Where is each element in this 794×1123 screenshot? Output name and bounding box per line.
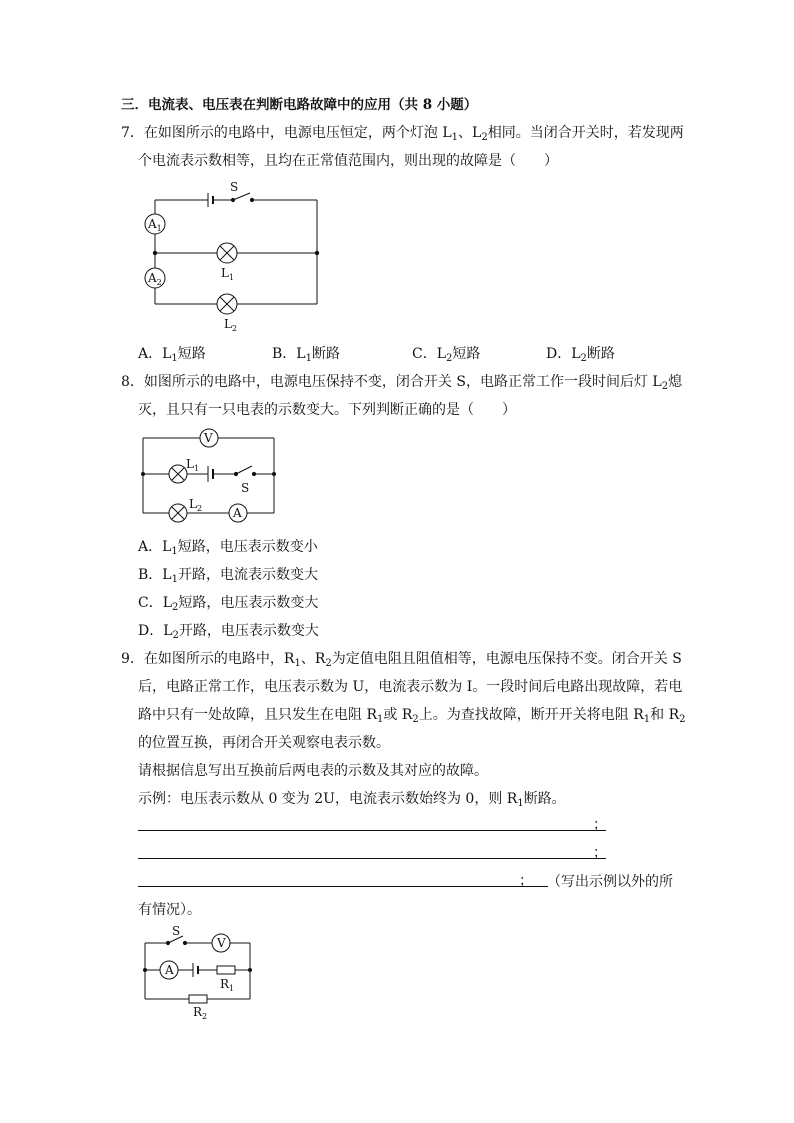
- q9-answer-blank-2[interactable]: [138, 858, 606, 859]
- q7-option-d[interactable]: D．$L_2$断路: [546, 346, 615, 364]
- q9-stem-line1: 9．在如图所示的电路中，$R_1$、$R_2$为定值电阻且阻值相等，电源电压保持不变。闭合开关 S: [121, 651, 682, 669]
- q7-stem-line1: [121, 124, 684, 142]
- q9-resistor-r2: [189, 995, 207, 1003]
- q7-sub: 2: [481, 132, 488, 143]
- q8-v-label: V: [204, 431, 213, 445]
- q9-stem-line4: 的位置互换，再闭合开关观察电表示数。: [138, 735, 390, 751]
- q9-number: 9．: [121, 651, 144, 667]
- q7-junction-dot: [153, 251, 157, 255]
- q9-r1-label: $R_1$: [220, 977, 235, 993]
- q7-a2-label: $A_2$: [148, 271, 162, 287]
- q9-s-label: S: [172, 924, 181, 938]
- q8-option-d[interactable]: D．$L_2$开路，电压表示数变大: [138, 623, 319, 641]
- q9-answer-blank-3[interactable]: [138, 886, 548, 887]
- section-title: 三．电流表、电压表在判断电路故障中的应用（共 8 小题）: [121, 97, 478, 113]
- q7-option-a[interactable]: A．$L_1$短路: [138, 346, 206, 364]
- q7-text: 相同。当闭合开关时，若发现两: [487, 125, 684, 141]
- q9-tail-text-2: 有情况）。: [138, 902, 201, 918]
- q9-resistor-r1: [217, 966, 235, 974]
- q8-circuit-diagram: [138, 428, 288, 528]
- q7-number: 7．: [121, 125, 144, 141]
- q7-l1-label: $L_1$: [221, 266, 235, 282]
- q7-a1-label: $A_1$: [148, 217, 162, 233]
- q7-option-c[interactable]: C．$L_2$短路: [412, 346, 481, 364]
- q8-option-b[interactable]: B．$L_1$开路，电流表示数变大: [138, 567, 318, 585]
- q9-answer-blank-1[interactable]: [138, 830, 606, 831]
- q7-text: 、L: [458, 125, 482, 141]
- q7-circuit-diagram: [138, 180, 338, 333]
- q8-s-label: S: [241, 481, 250, 495]
- q7-sub: 1: [451, 132, 459, 143]
- q9-circuit-diagram: [138, 925, 268, 1020]
- q8-l2-label: $L_2$: [189, 497, 203, 513]
- q7-option-b[interactable]: B．$L_1$断路: [272, 346, 340, 364]
- q8-switch-blade: [236, 466, 252, 474]
- q9-semicolon: ；: [593, 845, 607, 861]
- q8-number: 8．: [121, 374, 144, 390]
- q9-tail-text: （写出示例以外的所: [547, 874, 673, 890]
- q9-stem-line3: 路中只有一处故障，且只发生在电阻 $R_1$或 $R_2$上。为查找故障，断开开关将电阻 $R_1$和 $R_2$: [138, 707, 686, 725]
- q7-junction-dot: [315, 251, 319, 255]
- q8-a-label: A: [233, 506, 242, 520]
- q8-stem-line2: 灭，且只有一只电表的示数变大。下列判断正确的是（ ）: [138, 402, 516, 418]
- q8-option-c[interactable]: C．$L_2$短路，电压表示数变大: [138, 595, 319, 613]
- q9-stem-line2: 后，电路正常工作，电压表示数为 U，电流表示数为 I。一段时间后电路出现故障，若电: [138, 679, 683, 695]
- q8-stem-line1: 8．如图所示的电路中，电源电压保持不变，闭合开关 S，电路正常工作一段时间后灯 $L_2$熄: [121, 374, 683, 392]
- q9-semicolon: ；: [593, 817, 607, 833]
- q9-example: 示例：电压表示数从 0 变为 2U，电流表示数始终为 0，则 $R_1$断路。: [138, 791, 566, 809]
- q7-l2-label: $L_2$: [224, 317, 238, 333]
- q8-option-a[interactable]: A．$L_1$短路，电压表示数变小: [138, 539, 318, 557]
- q9-a-label: A: [165, 963, 174, 977]
- q7-switch-blade: [233, 193, 250, 200]
- q8-l1-label: $L_1$: [186, 457, 200, 473]
- q7-switch-label: S: [230, 180, 239, 194]
- q9-v-label: V: [217, 936, 226, 950]
- q9-r2-label: $R_2$: [193, 1005, 208, 1021]
- q7-stem-line2: 个电流表示数相等，且均在正常值范围内，则出现的故障是（ ）: [138, 153, 558, 169]
- q7-text: 在如图所示的电路中，电源电压恒定，两个灯泡 L: [143, 125, 452, 141]
- q9-semicolon: ；: [519, 873, 533, 889]
- q9-stem-line5: 请根据信息写出互换前后两电表的示数及其对应的故障。: [138, 763, 488, 779]
